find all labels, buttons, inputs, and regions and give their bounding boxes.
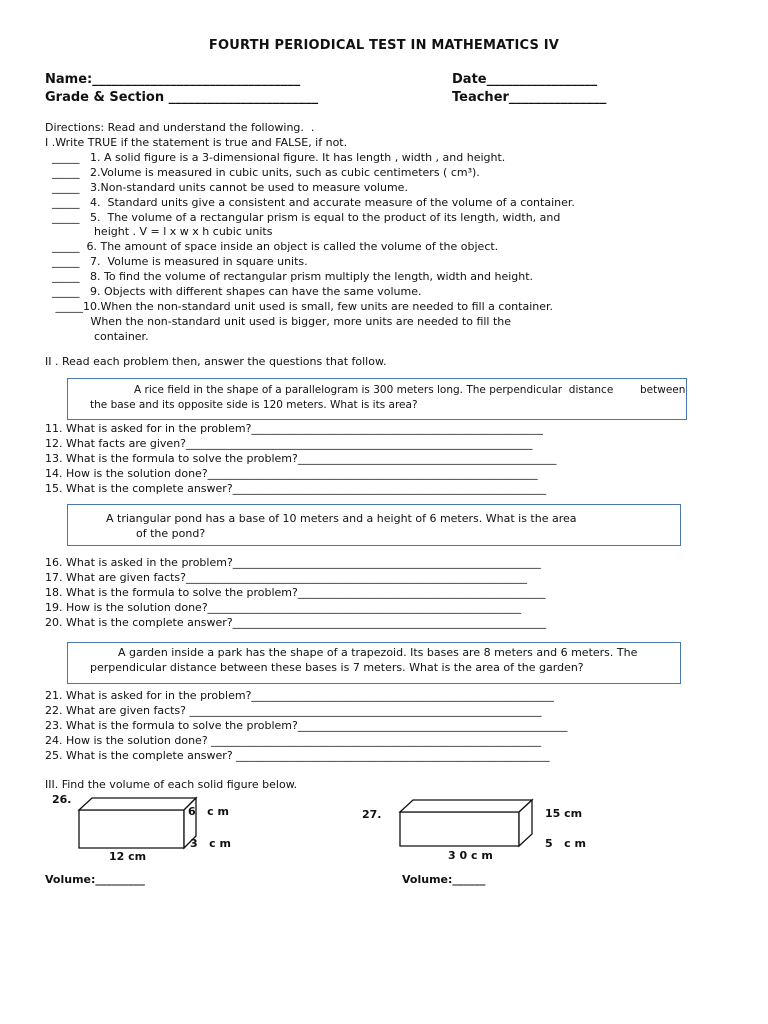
- problem-text: of the pond?: [136, 527, 206, 540]
- question-item: 14. How is the solution done?____________________________________________________________: [45, 467, 538, 480]
- tf-item: _____ 9. Objects with different shapes can have the same volume.: [52, 285, 422, 298]
- volume-answer-field[interactable]: Volume:______: [402, 873, 486, 886]
- question-item: 25. What is the complete answer? _________________________________________________________: [45, 749, 550, 762]
- question-item: 22. What are given facts? ________________________________________________________________: [45, 704, 542, 717]
- question-item: 18. What is the formula to solve the problem?_____________________________________________: [45, 586, 546, 599]
- teacher-field[interactable]: Teacher_______________: [452, 90, 607, 105]
- tf-item: height . V = l x w x h cubic units: [52, 225, 273, 238]
- grade-section-field[interactable]: Grade & Section _______________________: [45, 90, 319, 105]
- question-item: 13. What is the formula to solve the problem?_______________________________________________: [45, 452, 557, 465]
- problem-text: perpendicular distance between these bases is 7 meters. What is the area of the garden?: [90, 661, 584, 674]
- length-label: 3 0 c m: [448, 849, 493, 862]
- question-item: 20. What is the complete answer?_________________________________________________________: [45, 616, 547, 629]
- figure-number: 26.: [52, 793, 72, 806]
- tf-item: _____ 7. Volume is measured in square units.: [52, 255, 308, 268]
- problem-box-1: [67, 378, 687, 420]
- question-item: 12. What facts are given?_______________________________________________________________: [45, 437, 533, 450]
- tf-item: _____ 6. The amount of space inside an object is called the volume of the object.: [52, 240, 499, 253]
- part3-instruction: III. Find the volume of each solid figure below.: [45, 778, 298, 791]
- width-label: 5 c m: [545, 837, 586, 850]
- tf-item: When the non-standard unit used is bigger, more units are needed to fill the: [52, 315, 512, 328]
- part1-instruction: I .Write TRUE if the statement is true and FALSE, if not.: [45, 136, 348, 149]
- name-field[interactable]: Name:________________________________: [45, 72, 301, 87]
- tf-item: _____ 1. A solid figure is a 3-dimensional figure. It has length , width , and height.: [52, 151, 506, 164]
- figure-number: 27.: [362, 808, 382, 821]
- question-item: 17. What are given facts?______________________________________________________________: [45, 571, 528, 584]
- problem-text: A triangular pond has a base of 10 meters and a height of 6 meters. What is the area: [106, 512, 577, 525]
- tf-item: _____ 4. Standard units give a consistent and accurate measure of the volume of a container.: [52, 196, 575, 209]
- rectangular-prism-figure: [76, 796, 196, 852]
- problem-box-2: [67, 504, 681, 546]
- directions: Directions: Read and understand the following. .: [45, 121, 315, 134]
- problem-text: the base and its opposite side is 120 meters. What is its area?: [90, 399, 418, 411]
- volume-answer-field[interactable]: Volume:_________: [45, 873, 145, 886]
- part2-instruction: II . Read each problem then, answer the questions that follow.: [45, 355, 387, 368]
- question-item: 16. What is asked in the problem?________________________________________________________: [45, 556, 541, 569]
- width-label: 3 c m: [190, 837, 231, 850]
- length-label: 12 cm: [109, 850, 147, 863]
- date-field[interactable]: Date_________________: [452, 72, 598, 87]
- height-label: 15 cm: [545, 807, 583, 820]
- question-item: 11. What is asked for in the problem?_____________________________________________________: [45, 422, 543, 435]
- height-label: 6 c m: [188, 805, 229, 818]
- question-item: 23. What is the formula to solve the problem?_________________________________________________: [45, 719, 568, 732]
- tf-item: _____ 5. The volume of a rectangular prism is equal to the product of its length, width, and: [52, 211, 561, 224]
- question-item: 21. What is asked for in the problem?_______________________________________________________: [45, 689, 554, 702]
- question-item: 15. What is the complete answer?_________________________________________________________: [45, 482, 547, 495]
- rectangular-prism-figure: [397, 798, 537, 848]
- tf-item: container.: [52, 330, 149, 343]
- tf-item: _____ 3.Non-standard units cannot be used to measure volume.: [52, 181, 408, 194]
- page-title: FOURTH PERIODICAL TEST IN MATHEMATICS IV: [208, 38, 560, 53]
- question-item: 24. How is the solution done? ____________________________________________________________: [45, 734, 542, 747]
- tf-item: _____ 8. To find the volume of rectangular prism multiply the length, width and height.: [52, 270, 534, 283]
- problem-box-3: [67, 642, 681, 684]
- tf-item: _____10.When the non-standard unit used is small, few units are needed to fill a container.: [52, 300, 554, 313]
- problem-text: A rice field in the shape of a parallelogram is 300 meters long. The perpendicular distance between: [134, 384, 686, 396]
- question-item: 19. How is the solution done?_________________________________________________________: [45, 601, 522, 614]
- problem-text: A garden inside a park has the shape of a trapezoid. Its bases are 8 meters and 6 meters. The: [118, 646, 638, 659]
- tf-item: _____ 2.Volume is measured in cubic units, such as cubic centimeters ( cm³).: [52, 166, 480, 179]
